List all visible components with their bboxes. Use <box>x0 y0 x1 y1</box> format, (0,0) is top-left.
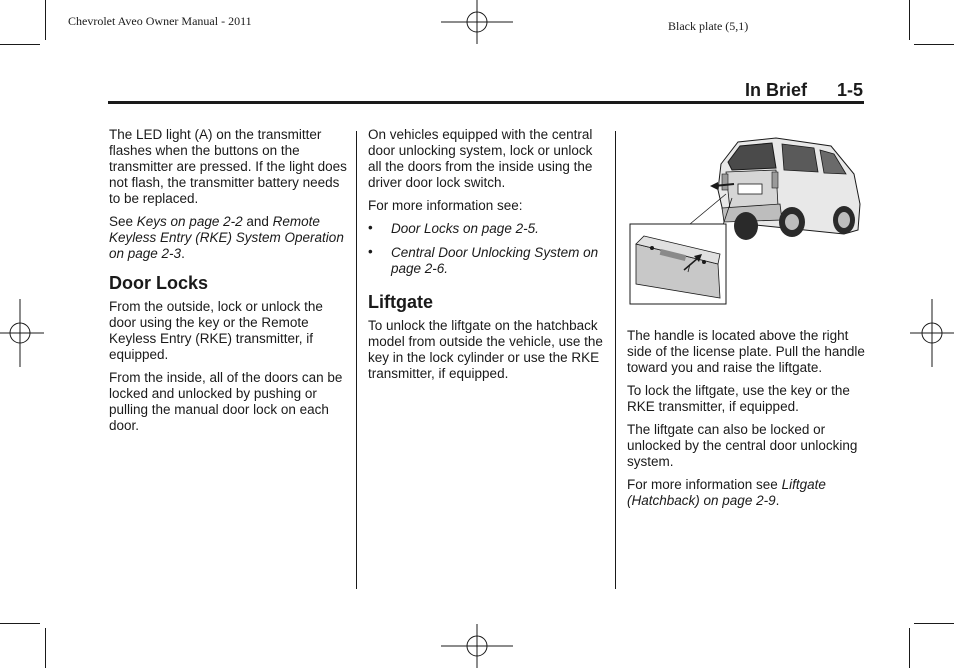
liftgate-illustration <box>626 134 862 306</box>
cross-reference-link[interactable]: Door Locks on page 2-5. <box>391 221 539 236</box>
manual-title: Chevrolet Aveo Owner Manual - 2011 <box>68 14 252 28</box>
crop-mark <box>914 44 954 45</box>
section-header <box>745 80 863 101</box>
paragraph: The handle is located above the right side of the license plate. Pull the handle toward you and raise the liftgate. <box>627 328 865 375</box>
header-rule <box>108 101 864 104</box>
section-heading: Door Locks <box>109 273 209 293</box>
column-divider <box>356 131 357 589</box>
crop-mark <box>45 0 46 40</box>
crop-mark <box>909 628 910 668</box>
text: See <box>109 214 137 229</box>
crop-mark <box>0 623 40 624</box>
crop-mark <box>914 623 954 624</box>
registration-mark-left <box>0 297 46 369</box>
registration-mark-right <box>908 297 954 369</box>
column-1 <box>109 127 347 441</box>
text: . <box>775 493 780 508</box>
page-number: 1-5 <box>836 80 863 100</box>
paragraph: On vehicles equipped with the central door unlocking system, lock or unlock all the doors from the inside using the driver door lock switch. <box>368 127 593 190</box>
text: For more information see <box>627 477 782 492</box>
list-item <box>368 221 604 237</box>
paragraph: To unlock the liftgate on the hatchback model from outside the vehicle, use the key in the lock cylinder or use the RKE transmitter, if equipped. <box>368 318 603 381</box>
bullet: • <box>368 220 373 235</box>
cross-reference-link[interactable]: Remote Keyless Entry (RKE) System Operation on page 2-3 <box>109 214 344 261</box>
paragraph: From the outside, lock or unlock the door using the key or the Remote Keyless Entry (RKE) transmitter, if equipped. <box>109 299 323 362</box>
paragraph <box>627 477 865 509</box>
cross-reference-link[interactable]: Liftgate (Hatchback) on page 2-9 <box>627 477 826 508</box>
plate-label: Black plate (5,1) <box>668 19 749 33</box>
registration-mark-bottom <box>437 624 517 668</box>
column-2 <box>368 127 604 389</box>
crop-mark <box>45 628 46 668</box>
paragraph: To lock the liftgate, use the key or the RKE transmitter, if equipped. <box>627 383 850 414</box>
column-3 <box>627 328 865 516</box>
crop-mark <box>0 44 40 45</box>
paragraph: The LED light (A) on the transmitter flashes when the buttons on the transmitter are pressed. If the light does not flash, the transmitter battery needs to be replaced. <box>109 127 347 206</box>
crop-mark <box>909 0 910 40</box>
text: . <box>181 246 185 261</box>
bullet: • <box>368 244 373 259</box>
list-item <box>368 245 604 277</box>
cross-reference-link[interactable]: Keys on page 2-2 <box>136 214 243 229</box>
paragraph: For more information see: <box>368 198 523 213</box>
registration-mark-top <box>437 0 517 46</box>
section-name: In Brief <box>744 80 807 100</box>
section-heading: Liftgate <box>368 292 433 312</box>
see-reference <box>109 214 347 262</box>
paragraph: From the inside, all of the doors can be locked and unlocked by pushing or pulling the manual door lock on each door. <box>109 370 343 433</box>
paragraph: The liftgate can also be locked or unlocked by the central door unlocking system. <box>627 422 858 469</box>
cross-reference-link[interactable]: Central Door Unlocking System on page 2-6. <box>391 245 599 276</box>
reference-list <box>368 221 604 277</box>
column-divider <box>615 131 616 589</box>
text: and <box>242 214 273 229</box>
